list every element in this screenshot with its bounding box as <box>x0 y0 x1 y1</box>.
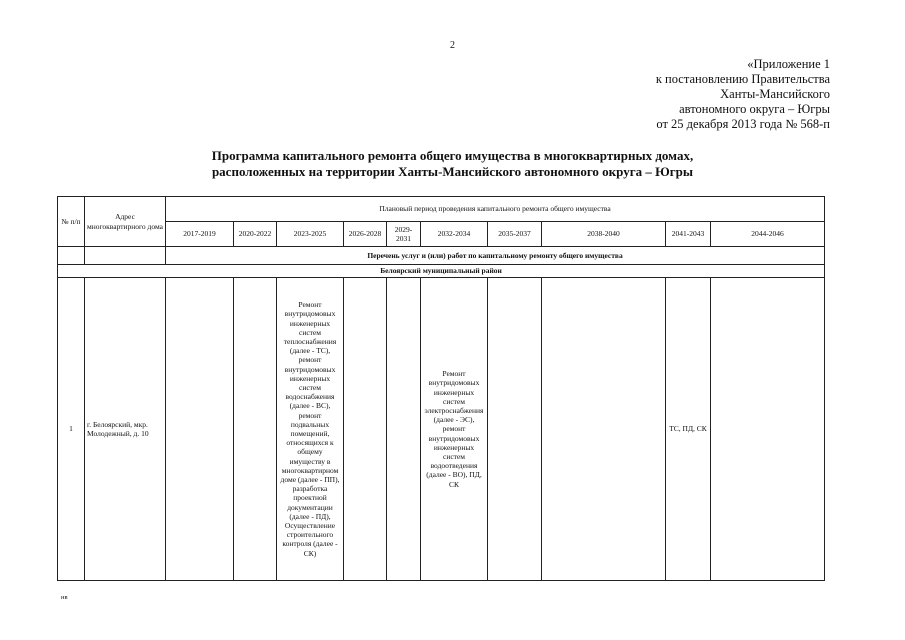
cell-2026 <box>344 278 387 581</box>
header-num: № п/п <box>58 197 85 247</box>
appendix-line-2: к постановлению Правительства <box>655 72 830 86</box>
period-2044: 2044-2046 <box>711 222 825 247</box>
appendix-line-4: автономного округа – Югры <box>679 102 830 116</box>
cell-2020 <box>234 278 277 581</box>
period-2032: 2032-2034 <box>421 222 488 247</box>
services-spacer-1 <box>58 247 85 265</box>
period-2023: 2023-2025 <box>277 222 344 247</box>
period-2026: 2026-2028 <box>344 222 387 247</box>
services-header: Перечень услуг и (или) работ по капитальному ремонту общего имущества <box>166 247 825 265</box>
header-period: Плановый период проведения капитального ремонта общего имущества <box>166 197 825 222</box>
appendix-line-3: Ханты-Мансийского <box>720 87 830 101</box>
appendix-line-5: от 25 декабря 2013 года № 568-п <box>656 117 830 131</box>
header-address: Адрес многоквартирного дома <box>85 197 166 247</box>
row-address: г. Белоярский, мкр. Молодежный, д. 10 <box>85 278 166 581</box>
cell-2041: ТС, ПД, СК <box>666 278 711 581</box>
table-header-row-1 <box>58 197 825 222</box>
cell-2038 <box>542 278 666 581</box>
period-2017: 2017-2019 <box>166 222 234 247</box>
cell-2035 <box>488 278 542 581</box>
appendix-header <box>510 57 830 132</box>
services-header-row <box>58 247 825 265</box>
period-2020: 2020-2022 <box>234 222 277 247</box>
cell-2029 <box>387 278 421 581</box>
document-title <box>0 148 905 180</box>
district-row <box>58 265 825 278</box>
cell-2017 <box>166 278 234 581</box>
cell-2044 <box>711 278 825 581</box>
period-2041: 2041-2043 <box>666 222 711 247</box>
footer-mark: нв <box>61 594 68 601</box>
district-name: Белоярский муниципальный район <box>58 265 825 278</box>
period-2029: 2029-2031 <box>387 222 421 247</box>
title-line-2: расположенных на территории Ханты-Мансийского автономного округа – Югры <box>211 164 694 179</box>
cell-2023: Ремонт внутридомовых инженерных систем теплоснабжения (далее - ТС), ремонт внутридомовых инженерных систем водоснабжения (далее - ВС), ремонт подвальных помещений, относящихся к общему имуществу в многоквартирном доме (далее - ПП), разработка проектной документации (далее - ПД), Осуществление строительного контроля (далее - СК) <box>277 278 344 581</box>
table-header-row-2 <box>58 222 825 247</box>
table-row <box>58 278 825 581</box>
appendix-line-1: «Приложение 1 <box>747 57 830 71</box>
cell-2032: Ремонт внутридомовых инженерных систем электроснабжения (далее - ЭС), ремонт внутридомовых инженерных систем водоотведения (далее - ВО), ПД, СК <box>421 278 488 581</box>
services-spacer-2 <box>85 247 166 265</box>
row-num: 1 <box>58 278 85 581</box>
page-number: 2 <box>450 40 455 51</box>
period-2035: 2035-2037 <box>488 222 542 247</box>
repair-program-table <box>57 196 825 581</box>
title-line-1: Программа капитального ремонта общего имущества в многоквартирных домах, <box>211 148 694 163</box>
period-2038: 2038-2040 <box>542 222 666 247</box>
